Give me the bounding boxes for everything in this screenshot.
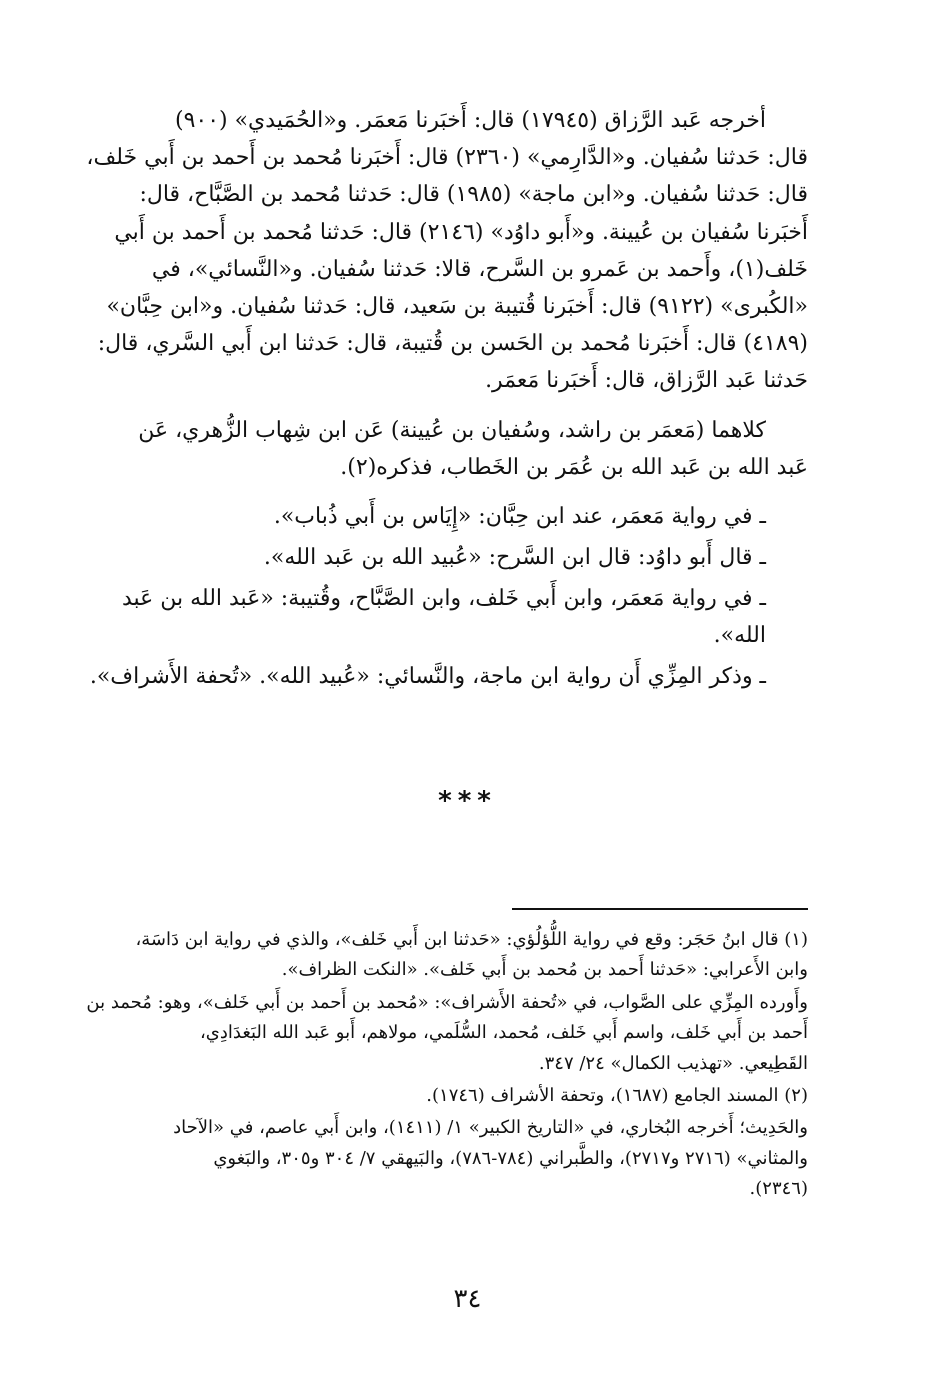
footnote-1-continued	[76, 988, 808, 1079]
footnote-divider	[512, 908, 808, 910]
footnote-line: (١) قال ابنُ حَجَر: وقع في رواية اللُّؤلُؤي: «حَدثنا ابن أَبي خَلف»، والذي في رواية ابن دَاسَة،	[135, 929, 808, 950]
main-text	[76, 102, 808, 699]
page-number: ٣٤	[453, 1284, 482, 1314]
paragraph-1-line: أخرجه عَبد الرَّزاق (١٧٩٤٥) قال: أَخبَرنا مَعمَر. و«الحُمَيدي» (٩٠٠)	[174, 108, 766, 133]
paragraph-1-line: «الكُبرى» (٩١٢٢) قال: أَخبَرنا قُتيبة بن سَعيد، قال: حَدثنا سُفيان. و«ابن حِبَّان»	[106, 294, 808, 320]
list-item: ـ وذكر المِزِّي أَن رواية ابن ماجة، والنَّسائي: «عُبيد الله». «تُحفة الأَشراف».	[89, 664, 766, 690]
paragraph-1-line: قال: حَدثنا سُفيان. و«ابن ماجة» (١٩٨٥) قال: حَدثنا مُحمد بن الصَّبَّاح، قال:	[139, 182, 808, 208]
paragraph-1-line: أَخبَرنا سُفيان بن عُيينة. و«أَبو داوُد» (٢١٤٦) قال: حَدثنا مُحمد بن أَحمد بن أَبي	[114, 219, 808, 245]
footnote-line: أَحمد بن أَبي خَلف، واسم أَبي خَلف، مُحمد، السُّلَمي، مولاهم، أَبو عَبد الله البَغدَادِي،	[199, 1022, 808, 1044]
variant-list	[76, 498, 808, 695]
list-item: ـ في رواية مَعمَر، عند ابن حِبَّان: «إِيَاس بن أَبي ذُباب».	[273, 504, 766, 530]
paragraph-1-line: خَلف(١)، وأَحمد بن عَمرو بن السَّرح، قالا: حَدثنا سُفيان. و«النَّسائي»، في	[151, 256, 808, 282]
footnote-line: وأَورده المِزِّي على الصَّواب، في «تُحفة الأَشراف»: «مُحمد بن أَحمد بن أَبي خَلف»، وهو: مُحمد بن	[86, 991, 808, 1013]
footnote-1	[76, 925, 808, 986]
paragraph-1-line: (٤١٨٩) قال: أَخبَرنا مُحمد بن الحَسن بن قُتيبة، قال: حَدثنا ابن أَبي السَّري، قال:	[97, 331, 808, 357]
footnotes	[76, 925, 808, 1207]
footnote-2	[76, 1081, 808, 1111]
paragraph-1-line: قال: حَدثنا سُفيان. و«الدَّارِمي» (٢٣٦٠) قال: أَخبَرنا مُحمد بن أَحمد بن أَبي خَلف،	[86, 145, 808, 171]
paragraph-1	[76, 102, 808, 400]
paragraph-2	[76, 412, 808, 486]
paragraph-1-line: حَدثنا عَبد الرَّزاق، قال: أَخبَرنا مَعمَر.	[485, 368, 808, 394]
footnote-line: والمثاني» (٢٧١٦ و٢٧١٧)، والطَّبراني (٧٨٤-٧٨٦)، والبَيهقي ٧/ ٣٠٤ و٣٠٥، والبَغوي	[213, 1147, 808, 1169]
footnote-line: والحَدِيث؛ أَخرجه البُخاري، في «التاريخ الكبير» ١/ (١٤١١)، وابن أَبي عاصم، في «الآحاد	[173, 1117, 808, 1139]
footnote-line: وابن الأَعرابي: «حَدثنا أَحمد بن مُحمد بن أَبي خَلف». «النكت الظراف».	[281, 959, 808, 981]
footnote-line: (٢٣٤٦).	[749, 1178, 808, 1200]
footnote-line: القَطِيعي. «تهذيب الكمال» ٢٤/ ٣٤٧.	[538, 1052, 808, 1074]
footnote-2-continued	[76, 1113, 808, 1204]
list-item: ـ في رواية مَعمَر، وابن أَبي خَلف، وابن الصَّبَّاح، وقُتيبة: «عَبد الله بن عَبد الله».	[121, 586, 766, 649]
paragraph-2-line: عَبد الله بن عَبد الله بن عُمَر بن الخَطاب، فذكره(٢).	[340, 454, 808, 480]
footnote-line: (٢) المسند الجامع (١٦٨٧)، وتحفة الأشراف (١٧٤٦).	[426, 1085, 808, 1107]
section-separator: ***	[438, 786, 497, 816]
paragraph-2-line: كلاهما (مَعمَر بن راشد، وسُفيان بن عُيينة) عَن ابن شِهاب الزُّهري، عَن	[138, 417, 766, 443]
list-item: ـ قال أَبو داوُد: قال ابن السَّرح: «عُبيد الله بن عَبد الله».	[263, 545, 766, 571]
